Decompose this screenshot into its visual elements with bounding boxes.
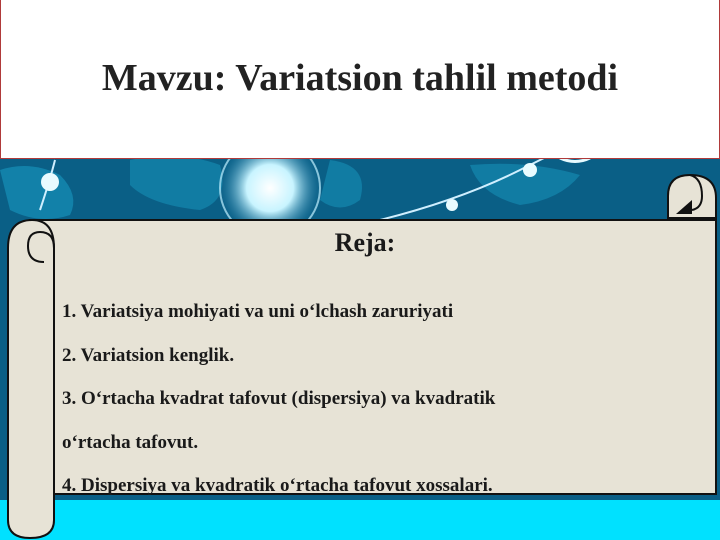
plan-item: 3. O‘rtacha kvadrat tafovut (dispersiya) va kvadratik bbox=[62, 388, 496, 409]
plan-heading: Reja: bbox=[334, 228, 396, 257]
plan-item: 1. Variatsiya mohiyati va uni o‘lchash zaruriyati bbox=[62, 301, 454, 322]
plan-item: 4. Dispersiya va kvadratik o‘rtacha tafovut xossalari. bbox=[62, 475, 493, 496]
plan-item: 2. Variatsion kenglik. bbox=[62, 344, 235, 366]
slide-title: Mavzu: Variatsion tahlil metodi bbox=[101, 57, 619, 99]
plan-item: o‘rtacha tafovut. bbox=[62, 431, 199, 453]
plan-list bbox=[62, 290, 692, 508]
